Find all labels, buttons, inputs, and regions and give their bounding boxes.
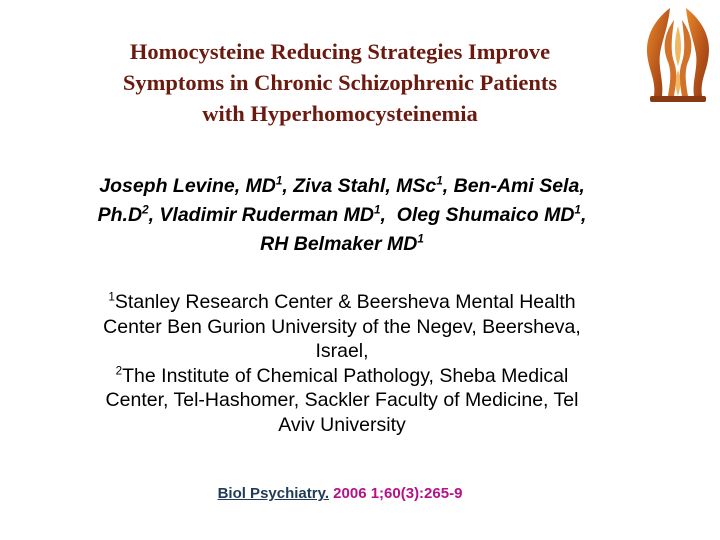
affiliations xyxy=(22,290,662,437)
author-line-2 xyxy=(20,201,664,230)
affiliation-text: Stanley Research Center & Beersheva Mental Health xyxy=(114,291,576,313)
affiliation-marker: 1 xyxy=(108,290,115,304)
affiliation-text: The Institute of Chemical Pathology, Sheba Medical xyxy=(122,364,569,387)
slide-title xyxy=(40,36,640,129)
affiliation-2-line-1 xyxy=(22,364,662,389)
author-line-1 xyxy=(20,172,664,201)
title-line-1: Homocysteine Reducing Strategies Improve xyxy=(129,39,551,64)
author-text: RH Belmaker MD xyxy=(260,233,418,255)
affiliation-1-line-2: Center Ben Gurion University of the Negev, Beersheva, xyxy=(103,315,581,338)
affiliation-2-line-2: Center, Tel-Hashomer, Sackler Faculty of Medicine, Tel xyxy=(105,389,579,411)
journal-link[interactable]: Biol Psychiatry. xyxy=(217,485,329,502)
flame-emblem-icon xyxy=(640,4,716,106)
affiliation-marker: 1 xyxy=(436,174,443,188)
author-text: , Ziva Stahl, MSc xyxy=(282,175,437,197)
citation-issue: 2006 1;60(3):265-9 xyxy=(329,485,463,502)
author-text: Ph.D xyxy=(97,204,143,226)
author-text: , Ben-Ami Sela, xyxy=(442,175,585,197)
affiliation-marker: 2 xyxy=(142,203,149,217)
author-text: , Vladimir Ruderman MD xyxy=(148,204,374,226)
title-line-2: Symptoms in Chronic Schizophrenic Patients xyxy=(122,70,558,95)
affiliation-marker: 1 xyxy=(275,174,283,188)
title-line-3: with Hyperhomocysteinemia xyxy=(202,101,478,126)
author-line-3 xyxy=(20,230,664,259)
affiliation-marker: 1 xyxy=(373,203,381,217)
affiliation-marker: 1 xyxy=(574,203,581,217)
affiliation-1-line-1 xyxy=(22,290,662,315)
affiliation-marker: 1 xyxy=(417,232,424,246)
author-text: , Oleg Shumaico MD xyxy=(380,204,575,226)
author-text: , xyxy=(580,204,587,226)
author-list xyxy=(20,172,664,259)
citation xyxy=(150,485,530,502)
affiliation-1-line-3: Israel, xyxy=(315,340,369,362)
author-text: Joseph Levine, MD xyxy=(99,175,276,197)
affiliation-marker: 2 xyxy=(115,363,123,377)
affiliation-2-line-3: Aviv University xyxy=(278,413,406,436)
